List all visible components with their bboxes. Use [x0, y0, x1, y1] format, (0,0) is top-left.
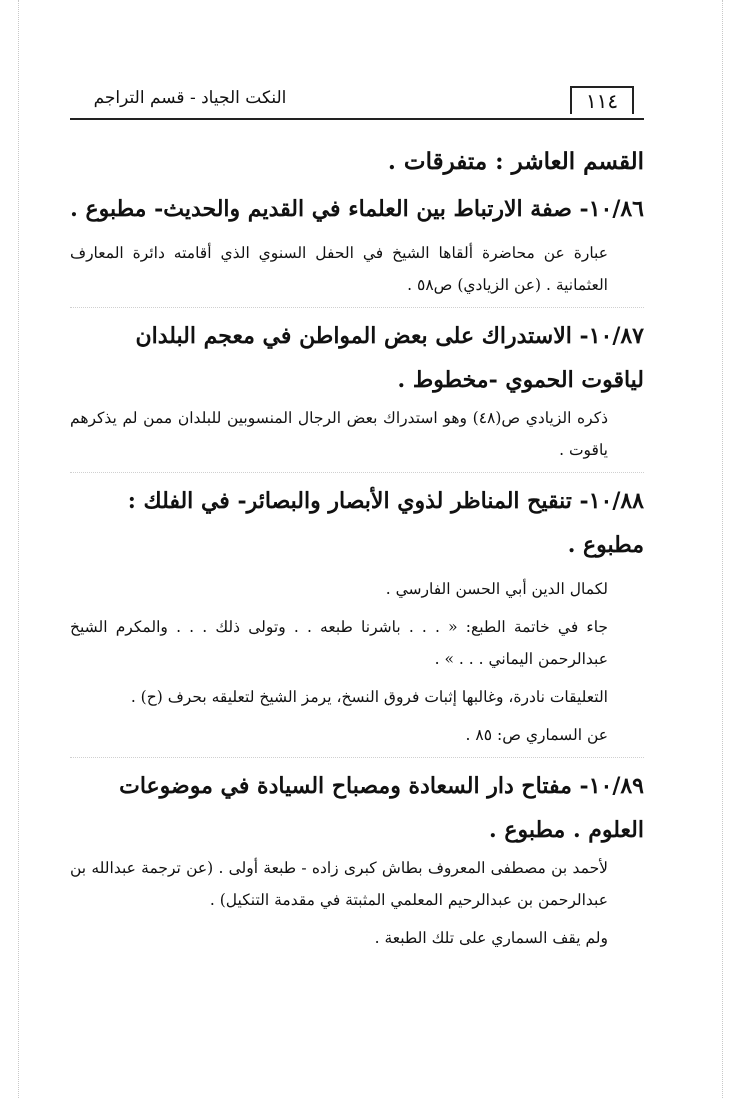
entry-text: عن السماري ص: ٨٥ . [465, 726, 608, 744]
divider [70, 757, 644, 758]
entry-87 [70, 314, 644, 466]
page-content [70, 130, 644, 960]
section-title: القسم العاشر : متفرقات . [387, 148, 644, 175]
page-header [70, 78, 644, 120]
entry-text: عبارة عن محاضرة ألقاها الشيخ في الحفل السنوي الذي أقامته دائرة المعارف العثمانية . (عن الزيادي) ص٥٨ . [70, 244, 608, 294]
entry-title: ١٠/٨٧- الاستدراك على بعض المواطن في معجم البلدان لياقوت الحموي -مخطوط . [135, 323, 644, 393]
margin-guide-left [18, 0, 19, 1098]
margin-guide-right [722, 0, 723, 1098]
entry-title: ١٠/٨٨- تنقيح المناظر لذوي الأبصار والبصائر- في الفلك : مطبوع . [127, 488, 644, 558]
entry-text: ولم يقف السماري على تلك الطبعة . [374, 929, 608, 947]
entry-88 [70, 479, 644, 751]
running-title: النكت الجياد - قسم التراجم [93, 88, 287, 108]
entry-title: ١٠/٨٩- مفتاح دار السعادة ومصباح السيادة في موضوعات العلوم . مطبوع . [119, 773, 644, 843]
entry-86 [70, 187, 644, 301]
page-number: ١١٤ [570, 86, 634, 114]
divider [70, 472, 644, 473]
entry-89 [70, 764, 644, 954]
entry-title: ١٠/٨٦- صفة الارتباط بين العلماء في القديم والحديث- مطبوع . [70, 196, 644, 222]
divider [70, 307, 644, 308]
entry-text: جاء في خاتمة الطبع: « . . . باشرنا طبعه . . وتولى ذلك . . . والمكرم الشيخ عبدالرحمن اليماني . . . » . [70, 618, 608, 668]
entry-text: ذكره الزيادي ص(٤٨) وهو استدراك بعض الرجال المنسوبين للبلدان ممن لم يذكرهم ياقوت . [70, 409, 608, 459]
entry-text: لأحمد بن مصطفى المعروف بطاش كبرى زاده - طبعة أولى . (عن ترجمة عبدالله بن عبدالرحمن بن عبدالرحيم المعلمي المثبتة في مقدمة التنكيل) . [70, 859, 608, 909]
entry-text: التعليقات نادرة، وغالبها إثبات فروق النسخ، يرمز الشيخ لتعليقه بحرف (ح) . [130, 688, 608, 706]
entry-text: لكمال الدين أبي الحسن الفارسي . [385, 580, 608, 598]
